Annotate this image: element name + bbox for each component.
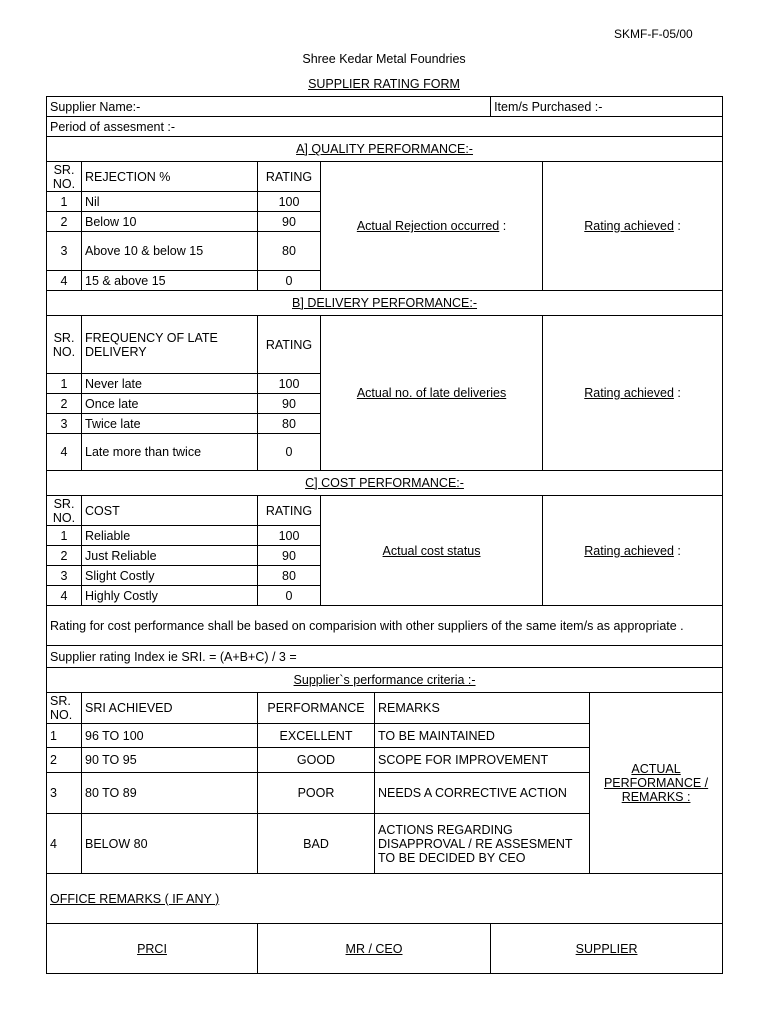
quality-label: 15 & above 15	[82, 271, 258, 291]
delivery-rating: 100	[258, 374, 321, 394]
quality-criteria-header: REJECTION %	[82, 162, 258, 192]
cost-criteria-header: COST	[82, 496, 258, 526]
quality-rating: 100	[258, 192, 321, 212]
criteria-sri: 80 TO 89	[82, 773, 258, 814]
delivery-sr: 1	[47, 374, 82, 394]
delivery-achieved-suffix: :	[673, 386, 681, 400]
signature-row	[47, 924, 723, 974]
delivery-label: Twice late	[82, 414, 258, 434]
cost-achieved-suffix: :	[673, 543, 681, 558]
form-code: SKMF-F-05/00	[614, 27, 693, 41]
cost-sr: 3	[47, 566, 82, 586]
criteria-remarks: NEEDS A CORRECTIVE ACTION	[375, 773, 590, 814]
mr-ceo-signature[interactable]: MR / CEO	[258, 924, 491, 974]
cost-rating: 80	[258, 566, 321, 586]
cost-achieved-label: Rating achieved	[584, 543, 674, 558]
quality-label: Above 10 & below 15	[82, 232, 258, 271]
criteria-performance: BAD	[258, 814, 375, 874]
delivery-rating: 0	[258, 434, 321, 471]
criteria-actual-cell[interactable]: ACTUAL PERFORMANCE / REMARKS :	[590, 693, 723, 874]
criteria-header-row	[47, 693, 723, 724]
criteria-sr-header: SR. NO.	[47, 693, 82, 724]
sri-row	[47, 646, 723, 668]
cost-label: Slight Costly	[82, 566, 258, 586]
quality-achieved-suffix: :	[673, 219, 681, 233]
delivery-sr: 2	[47, 394, 82, 414]
quality-actual-cell[interactable]	[321, 162, 543, 291]
cost-actual-label: Actual cost status	[382, 543, 481, 558]
cost-achieved-cell[interactable]	[543, 496, 723, 606]
delivery-sr: 4	[47, 434, 82, 471]
criteria-performance: EXCELLENT	[258, 724, 375, 748]
supplier-info-row	[47, 97, 723, 117]
cost-rating: 0	[258, 586, 321, 606]
company-name: Shree Kedar Metal Foundries	[302, 52, 466, 66]
cost-actual-cell[interactable]	[321, 496, 543, 606]
delivery-label: Never late	[82, 374, 258, 394]
quality-label: Below 10	[82, 212, 258, 232]
criteria-title-row	[47, 668, 723, 693]
delivery-achieved-label: Rating achieved	[584, 386, 674, 400]
cost-label: Highly Costly	[82, 586, 258, 606]
quality-title: A] QUALITY PERFORMANCE:-	[47, 137, 723, 162]
prci-signature[interactable]: PRCI	[47, 924, 258, 974]
criteria-sri: BELOW 80	[82, 814, 258, 874]
supplier-name-field[interactable]: Supplier Name:-	[47, 97, 491, 117]
office-remarks-field[interactable]: OFFICE REMARKS ( IF ANY )	[47, 874, 723, 924]
criteria-title: Supplier`s performance criteria :-	[47, 668, 723, 693]
supplier-signature[interactable]: SUPPLIER	[491, 924, 723, 974]
sri-formula: Supplier rating Index ie SRI. = (A+B+C) / 3 =	[47, 646, 723, 668]
criteria-sri-header: SRI ACHIEVED	[82, 693, 258, 724]
criteria-sr: 2	[47, 748, 82, 773]
criteria-performance: GOOD	[258, 748, 375, 773]
criteria-performance-header: PERFORMANCE	[258, 693, 375, 724]
quality-title-row	[47, 137, 723, 162]
delivery-achieved-cell[interactable]	[543, 316, 723, 471]
delivery-rating-header: RATING	[258, 316, 321, 374]
cost-label: Just Reliable	[82, 546, 258, 566]
quality-sr: 3	[47, 232, 82, 271]
cost-sr: 2	[47, 546, 82, 566]
quality-rating: 80	[258, 232, 321, 271]
quality-label: Nil	[82, 192, 258, 212]
criteria-remarks: TO BE MAINTAINED	[375, 724, 590, 748]
delivery-criteria-header: FREQUENCY OF LATE DELIVERY	[82, 316, 258, 374]
quality-rating: 90	[258, 212, 321, 232]
quality-rating-header: RATING	[258, 162, 321, 192]
cost-label: Reliable	[82, 526, 258, 546]
quality-header-row	[47, 162, 723, 192]
cost-rating: 90	[258, 546, 321, 566]
quality-actual-suffix: :	[499, 219, 507, 233]
criteria-remarks: SCOPE FOR IMPROVEMENT	[375, 748, 590, 773]
criteria-sri: 90 TO 95	[82, 748, 258, 773]
cost-note-row	[47, 606, 723, 646]
criteria-sr: 3	[47, 773, 82, 814]
criteria-sr: 1	[47, 724, 82, 748]
delivery-sr-header: SR. NO.	[47, 316, 82, 374]
delivery-actual-cell[interactable]	[321, 316, 543, 471]
office-remarks-row	[47, 874, 723, 924]
delivery-actual-label: Actual no. of late deliveries	[356, 386, 507, 400]
cost-sr: 1	[47, 526, 82, 546]
criteria-sr: 4	[47, 814, 82, 874]
items-purchased-field[interactable]: Item/s Purchased :-	[491, 97, 723, 117]
cost-header-row	[47, 496, 723, 526]
cost-rating: 100	[258, 526, 321, 546]
cost-title: C] COST PERFORMANCE:-	[47, 471, 723, 496]
delivery-title: B] DELIVERY PERFORMANCE:-	[47, 291, 723, 316]
quality-sr-header: SR. NO.	[47, 162, 82, 192]
delivery-rating: 80	[258, 414, 321, 434]
criteria-remarks: ACTIONS REGARDING DISAPPROVAL / RE ASSESMENT TO BE DECIDED BY CEO	[375, 814, 590, 874]
quality-sr: 1	[47, 192, 82, 212]
supplier-rating-table	[46, 96, 723, 974]
delivery-sr: 3	[47, 414, 82, 434]
quality-rating: 0	[258, 271, 321, 291]
cost-sr-header: SR. NO.	[47, 496, 82, 526]
quality-sr: 2	[47, 212, 82, 232]
cost-title-row	[47, 471, 723, 496]
criteria-performance: POOR	[258, 773, 375, 814]
period-row	[47, 117, 723, 137]
delivery-label: Late more than twice	[82, 434, 258, 471]
delivery-title-row	[47, 291, 723, 316]
criteria-remarks-header: REMARKS	[375, 693, 590, 724]
form-title: SUPPLIER RATING FORM	[308, 77, 460, 91]
quality-sr: 4	[47, 271, 82, 291]
quality-actual-label: Actual Rejection occurred	[356, 219, 500, 233]
cost-note: Rating for cost performance shall be based on comparision with other suppliers of the same item/s as appropriate .	[47, 606, 723, 646]
cost-rating-header: RATING	[258, 496, 321, 526]
cost-sr: 4	[47, 586, 82, 606]
delivery-label: Once late	[82, 394, 258, 414]
quality-achieved-cell[interactable]	[543, 162, 723, 291]
delivery-rating: 90	[258, 394, 321, 414]
period-field[interactable]: Period of assesment :-	[47, 117, 723, 137]
quality-achieved-label: Rating achieved	[584, 219, 674, 233]
criteria-sri: 96 TO 100	[82, 724, 258, 748]
delivery-header-row	[47, 316, 723, 374]
